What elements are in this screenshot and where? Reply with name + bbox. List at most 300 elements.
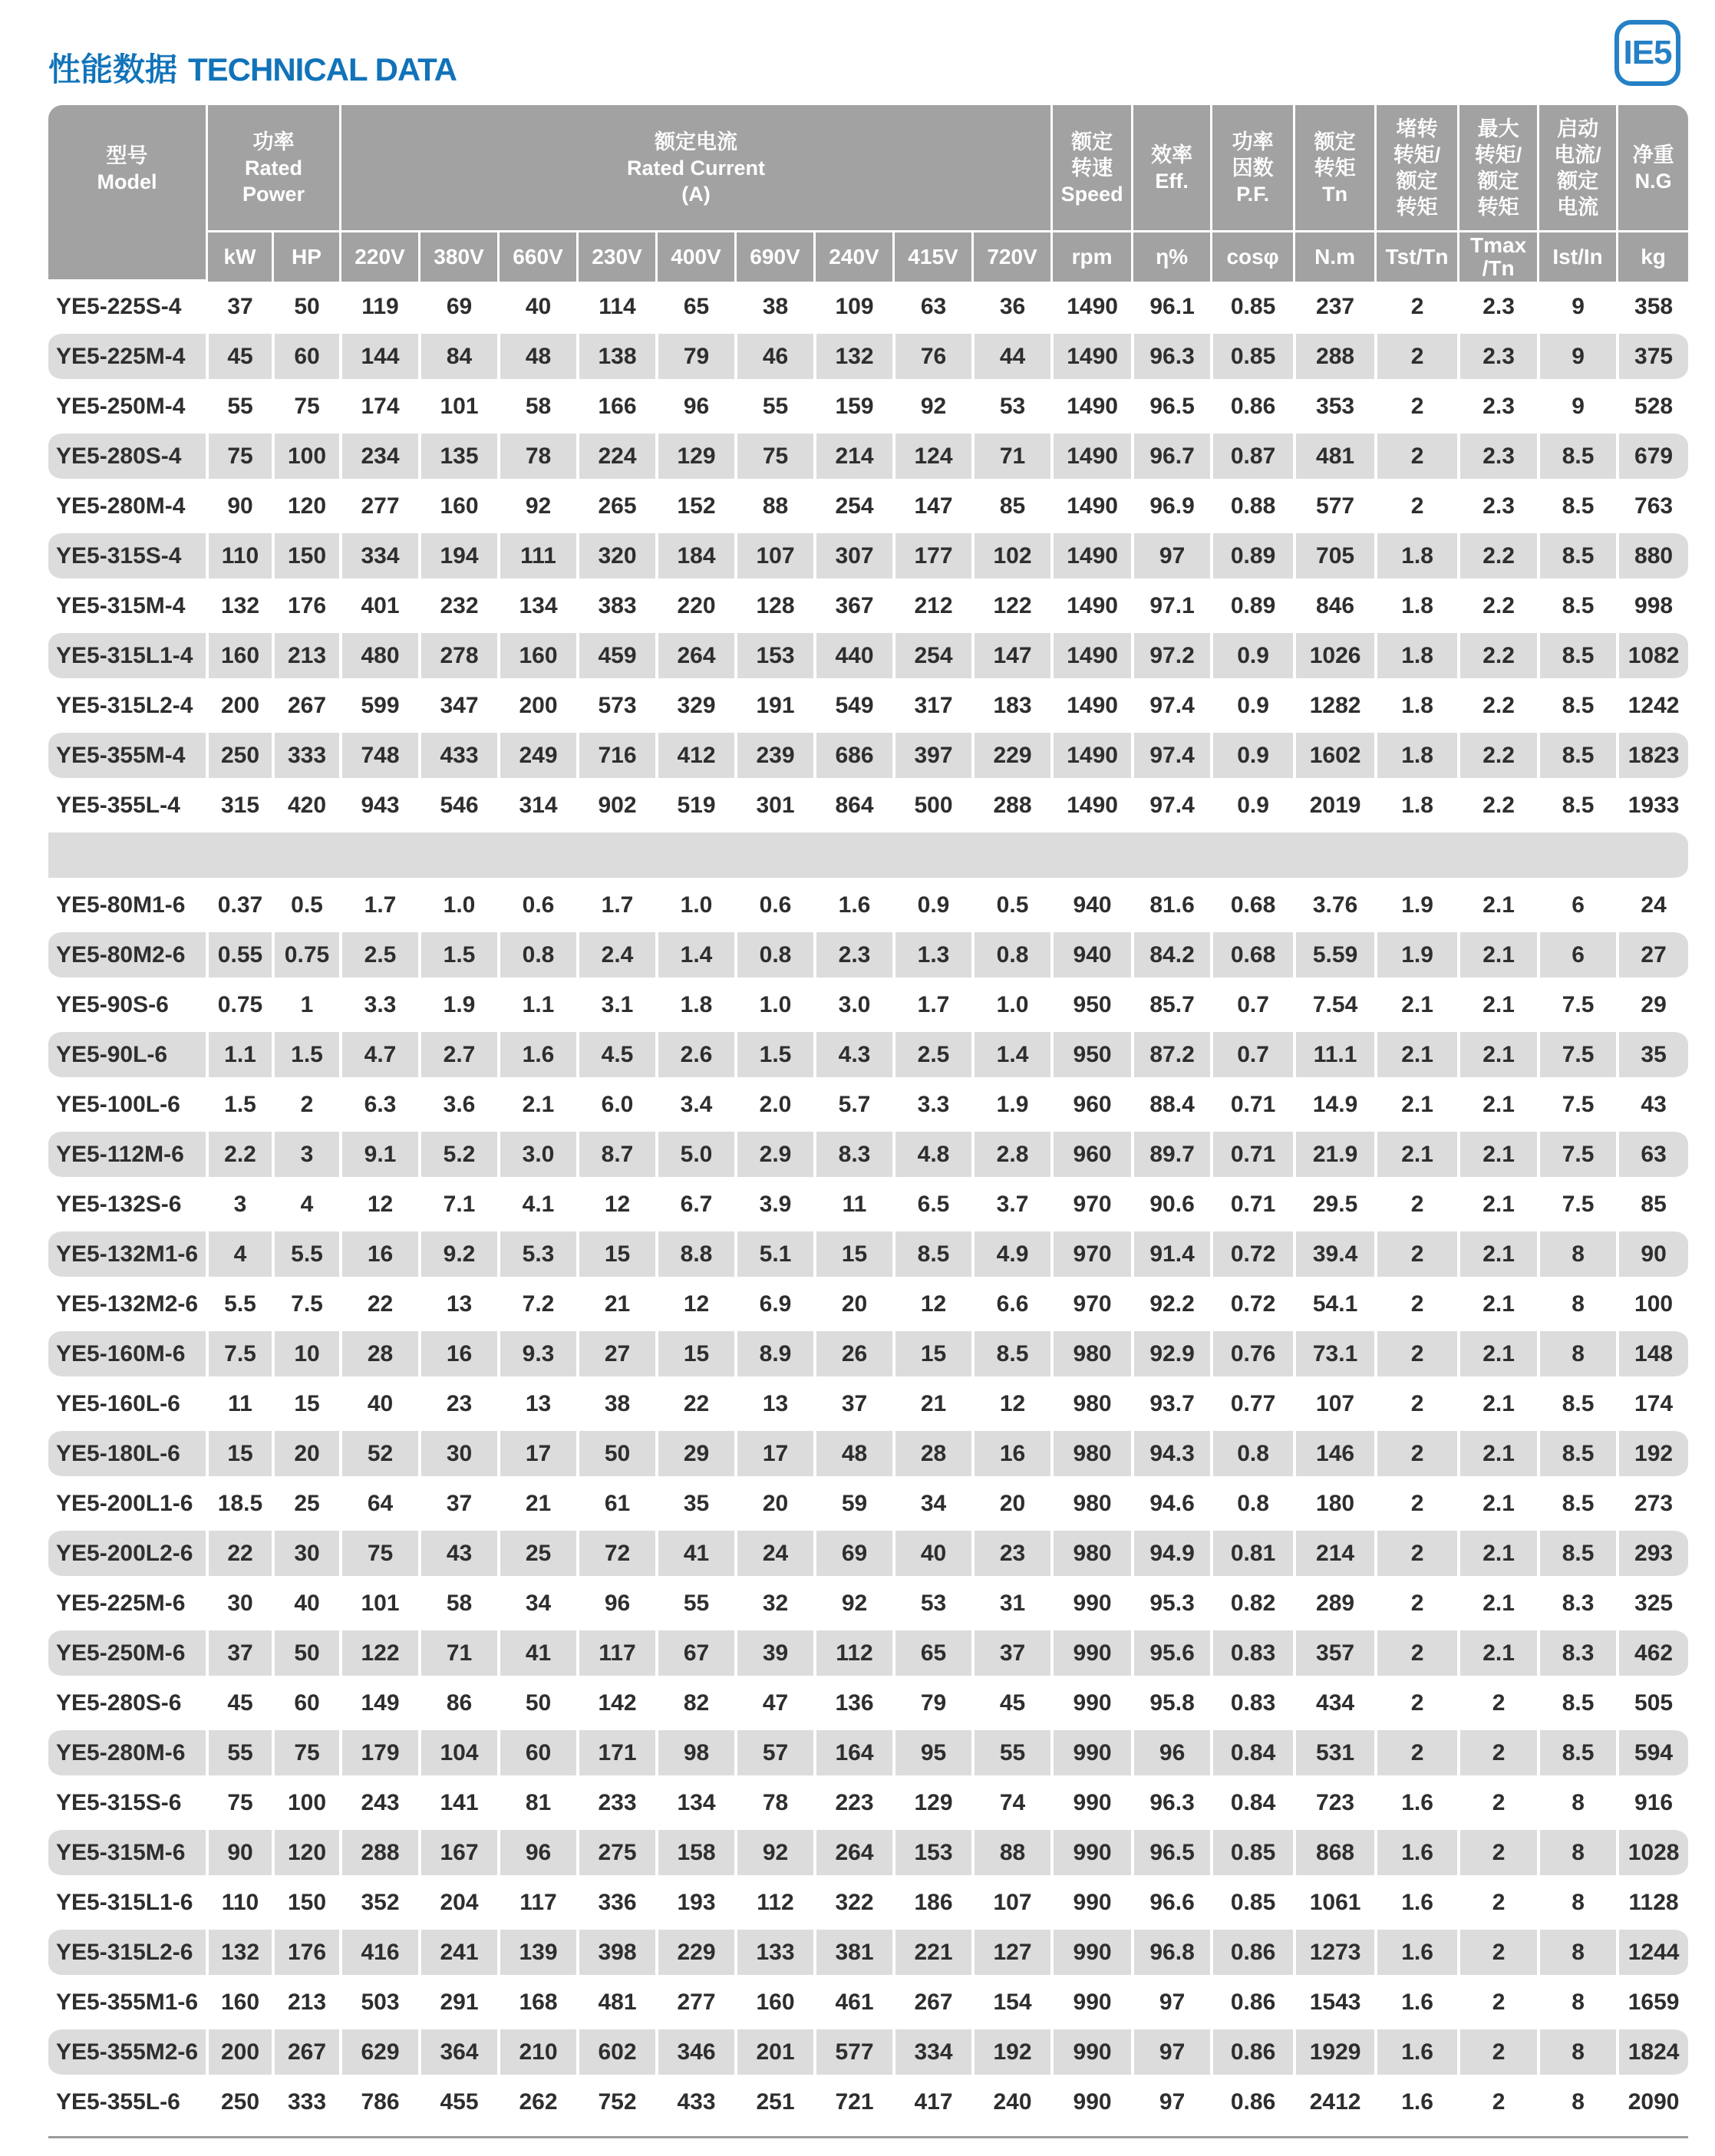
table-row	[48, 531, 1688, 581]
value-cell: 107	[971, 1877, 1050, 1927]
value-cell: 397	[892, 730, 971, 780]
value-cell: 2.2	[1457, 780, 1537, 830]
value-cell: 2.5	[339, 930, 418, 980]
value-cell: 153	[734, 631, 813, 681]
value-cell: 4.7	[339, 1030, 418, 1080]
model-cell: YE5-132S-6	[48, 1179, 206, 1229]
value-cell: 763	[1616, 481, 1688, 531]
value-cell: 82	[655, 1678, 734, 1728]
model-cell: YE5-200L1-6	[48, 1479, 206, 1528]
unit-label: cosφ	[1226, 245, 1279, 269]
subheader-Tst-Tn	[1374, 232, 1457, 282]
value-cell: 2	[1457, 1828, 1537, 1877]
value-cell: 12	[655, 1279, 734, 1329]
value-cell: 180	[1293, 1479, 1374, 1528]
unit-label: kW	[223, 245, 256, 269]
value-cell: 147	[892, 481, 971, 531]
value-cell: 133	[734, 1927, 813, 1977]
table-row	[48, 581, 1688, 631]
value-cell: 107	[734, 531, 813, 581]
value-cell: 2.1	[1374, 1030, 1457, 1080]
header-line: 转矩/	[1474, 143, 1522, 166]
value-cell: 142	[576, 1678, 655, 1728]
value-cell: 940	[1050, 930, 1131, 980]
value-cell: 45	[206, 1678, 272, 1728]
value-cell: 0.85	[1210, 331, 1293, 381]
model-cell: YE5-225M-6	[48, 1578, 206, 1628]
value-cell: 1.0	[734, 980, 813, 1030]
value-cell: 79	[892, 1678, 971, 1728]
value-cell: 0.5	[272, 880, 339, 930]
value-cell: 25	[497, 1528, 576, 1578]
value-cell: 48	[813, 1429, 892, 1479]
value-cell: 75	[272, 1728, 339, 1778]
value-cell: 85	[971, 481, 1050, 531]
model-cell: YE5-315L2-4	[48, 681, 206, 730]
value-cell: 0.9	[1210, 780, 1293, 830]
value-cell: 1	[272, 980, 339, 1030]
value-cell: 220	[655, 581, 734, 631]
value-cell: 13	[734, 1379, 813, 1429]
value-cell: 401	[339, 581, 418, 631]
value-cell: 97	[1131, 2077, 1210, 2127]
value-cell: 100	[272, 1778, 339, 1828]
value-cell: 78	[497, 431, 576, 481]
value-cell: 63	[892, 282, 971, 331]
value-cell: 5.0	[655, 1129, 734, 1179]
header-line: 转矩	[1396, 195, 1438, 219]
value-cell: 0.83	[1210, 1628, 1293, 1678]
value-cell: 990	[1050, 1977, 1131, 2027]
value-cell: 8	[1537, 1778, 1616, 1828]
value-cell: 138	[576, 331, 655, 381]
model-cell: YE5-225M-4	[48, 331, 206, 381]
value-cell: 2	[1374, 1229, 1457, 1279]
model-cell: YE5-112M-6	[48, 1129, 206, 1179]
value-cell: 1.9	[418, 980, 497, 1030]
value-cell: 980	[1050, 1329, 1131, 1379]
value-cell: 1.1	[206, 1030, 272, 1080]
value-cell: 0.9	[1210, 631, 1293, 681]
value-cell: 1.6	[1374, 1927, 1457, 1977]
header-unit-row	[48, 232, 1688, 282]
value-cell: 8.5	[971, 1329, 1050, 1379]
value-cell: 412	[655, 730, 734, 780]
value-cell: 8.5	[1537, 1429, 1616, 1479]
table-row	[48, 481, 1688, 531]
value-cell: 381	[813, 1927, 892, 1977]
header-rated-torque	[1293, 105, 1374, 232]
table-row	[48, 1678, 1688, 1728]
value-cell: 2412	[1293, 2077, 1374, 2127]
value-cell: 14.9	[1293, 1080, 1374, 1129]
value-cell: 1.8	[1374, 631, 1457, 681]
header-line: P.F.	[1236, 182, 1270, 206]
value-cell: 1490	[1050, 531, 1131, 581]
value-cell: 2	[1457, 2027, 1537, 2077]
value-cell: 39	[734, 1628, 813, 1678]
value-cell: 76	[892, 331, 971, 381]
value-cell: 101	[418, 381, 497, 431]
value-cell: 229	[655, 1927, 734, 1977]
header-power-factor	[1210, 105, 1293, 232]
value-cell: 8	[1537, 2077, 1616, 2127]
value-cell: 3	[272, 1129, 339, 1179]
value-cell: 336	[576, 1877, 655, 1927]
value-cell: 960	[1050, 1129, 1131, 1179]
value-cell: 11.1	[1293, 1030, 1374, 1080]
value-cell: 902	[576, 780, 655, 830]
value-cell: 0.9	[1210, 730, 1293, 780]
separator-cell	[48, 830, 1688, 880]
value-cell: 352	[339, 1877, 418, 1927]
value-cell: 179	[339, 1728, 418, 1778]
unit-label: kg	[1641, 245, 1666, 269]
value-cell: 7.5	[206, 1329, 272, 1379]
value-cell: 40	[892, 1528, 971, 1578]
value-cell: 69	[418, 282, 497, 331]
value-cell: 0.72	[1210, 1279, 1293, 1329]
header-group-row	[48, 105, 1688, 232]
value-cell: 2.3	[1457, 431, 1537, 481]
value-cell: 434	[1293, 1678, 1374, 1728]
header-line: 额定	[1314, 130, 1356, 153]
header-line: N.G	[1634, 169, 1672, 193]
table-row	[48, 1179, 1688, 1229]
value-cell: 1490	[1050, 581, 1131, 631]
value-cell: 277	[655, 1977, 734, 2027]
table-row	[48, 1279, 1688, 1329]
value-cell: 28	[339, 1329, 418, 1379]
value-cell: 7.5	[1537, 1179, 1616, 1229]
value-cell: 2.1	[1457, 1628, 1537, 1678]
value-cell: 0.84	[1210, 1778, 1293, 1828]
value-cell: 980	[1050, 1479, 1131, 1528]
value-cell: 7.5	[1537, 1129, 1616, 1179]
value-cell: 96.8	[1131, 1927, 1210, 1977]
value-cell: 0.77	[1210, 1379, 1293, 1429]
value-cell: 122	[971, 581, 1050, 631]
value-cell: 96	[497, 1828, 576, 1877]
value-cell: 75	[734, 431, 813, 481]
value-cell: 94.9	[1131, 1528, 1210, 1578]
value-cell: 93.7	[1131, 1379, 1210, 1429]
subheader-Ist-In	[1537, 232, 1616, 282]
table-row	[48, 1728, 1688, 1778]
value-cell: 8.5	[1537, 581, 1616, 631]
value-cell: 1.9	[971, 1080, 1050, 1129]
value-cell: 334	[892, 2027, 971, 2077]
value-cell: 9.1	[339, 1129, 418, 1179]
value-cell: 1.8	[655, 980, 734, 1030]
value-cell: 1.0	[971, 980, 1050, 1030]
value-cell: 1490	[1050, 631, 1131, 681]
value-cell: 92	[813, 1578, 892, 1628]
value-cell: 136	[813, 1678, 892, 1728]
value-cell: 54.1	[1293, 1279, 1374, 1329]
value-cell: 30	[272, 1528, 339, 1578]
value-cell: 1.8	[1374, 531, 1457, 581]
value-cell: 461	[813, 1977, 892, 2027]
subheader-cosφ	[1210, 232, 1293, 282]
value-cell: 943	[339, 780, 418, 830]
value-cell: 24	[1616, 880, 1688, 930]
value-cell: 16	[339, 1229, 418, 1279]
value-cell: 97.2	[1131, 631, 1210, 681]
value-cell: 40	[339, 1379, 418, 1429]
value-cell: 599	[339, 681, 418, 730]
value-cell: 22	[655, 1379, 734, 1429]
ie5-badge-label: IE5	[1623, 34, 1672, 71]
subheader-690V	[734, 232, 813, 282]
model-cell: YE5-160L-6	[48, 1379, 206, 1429]
value-cell: 37	[206, 282, 272, 331]
value-cell: 192	[1616, 1429, 1688, 1479]
value-cell: 149	[339, 1678, 418, 1728]
value-cell: 92	[734, 1828, 813, 1877]
value-cell: 2.3	[1457, 282, 1537, 331]
value-cell: 212	[892, 581, 971, 631]
header-line: 启动	[1557, 117, 1599, 140]
value-cell: 0.7	[1210, 1030, 1293, 1080]
value-cell: 0.6	[734, 880, 813, 930]
header-line: 电流	[1557, 195, 1599, 219]
value-cell: 96.3	[1131, 1778, 1210, 1828]
value-cell: 102	[971, 531, 1050, 581]
header-line: 转矩/	[1393, 143, 1441, 166]
value-cell: 37	[971, 1628, 1050, 1678]
value-cell: 97.4	[1131, 780, 1210, 830]
header-line: Speed	[1060, 182, 1123, 206]
value-cell: 998	[1616, 581, 1688, 631]
value-cell: 37	[813, 1379, 892, 1429]
value-cell: 990	[1050, 2027, 1131, 2077]
header-line: 额定	[1396, 169, 1438, 193]
value-cell: 64	[339, 1479, 418, 1528]
value-cell: 38	[734, 282, 813, 331]
value-cell: 8.3	[1537, 1578, 1616, 1628]
value-cell: 250	[206, 2077, 272, 2127]
value-cell: 26	[813, 1329, 892, 1379]
value-cell: 5.3	[497, 1229, 576, 1279]
value-cell: 23	[418, 1379, 497, 1429]
value-cell: 45	[971, 1678, 1050, 1728]
value-cell: 686	[813, 730, 892, 780]
value-cell: 8.5	[892, 1229, 971, 1279]
value-cell: 168	[497, 1977, 576, 2027]
value-cell: 97	[1131, 1977, 1210, 2027]
value-cell: 12	[576, 1179, 655, 1229]
value-cell: 0.9	[892, 880, 971, 930]
value-cell: 1282	[1293, 681, 1374, 730]
value-cell: 71	[971, 431, 1050, 481]
value-cell: 2.0	[734, 1080, 813, 1129]
value-cell: 6.0	[576, 1080, 655, 1129]
value-cell: 154	[971, 1977, 1050, 2027]
value-cell: 141	[418, 1778, 497, 1828]
value-cell: 87.2	[1131, 1030, 1210, 1080]
value-cell: 990	[1050, 1728, 1131, 1778]
value-cell: 21	[497, 1479, 576, 1528]
value-cell: 549	[813, 681, 892, 730]
value-cell: 20	[734, 1479, 813, 1528]
value-cell: 122	[339, 1628, 418, 1678]
value-cell: 97	[1131, 531, 1210, 581]
value-cell: 7.5	[1537, 1080, 1616, 1129]
value-cell: 2.1	[1457, 1329, 1537, 1379]
value-cell: 0.86	[1210, 2077, 1293, 2127]
value-cell: 322	[813, 1877, 892, 1927]
value-cell: 329	[655, 681, 734, 730]
value-cell: 2	[1457, 1728, 1537, 1778]
value-cell: 1490	[1050, 730, 1131, 780]
value-cell: 2.2	[1457, 681, 1537, 730]
value-cell: 144	[339, 331, 418, 381]
value-cell: 320	[576, 531, 655, 581]
model-cell: YE5-315L2-6	[48, 1927, 206, 1977]
value-cell: 101	[339, 1578, 418, 1628]
value-cell: 10	[272, 1329, 339, 1379]
value-cell: 267	[272, 2027, 339, 2077]
subheader-rpm	[1050, 232, 1131, 282]
value-cell: 96.3	[1131, 331, 1210, 381]
value-cell: 171	[576, 1728, 655, 1778]
value-cell: 0.84	[1210, 1728, 1293, 1778]
value-cell: 2.9	[734, 1129, 813, 1179]
value-cell: 2.2	[1457, 581, 1537, 631]
value-cell: 158	[655, 1828, 734, 1877]
value-cell: 43	[418, 1528, 497, 1578]
value-cell: 2	[1374, 1429, 1457, 1479]
value-cell: 75	[339, 1528, 418, 1578]
value-cell: 139	[497, 1927, 576, 1977]
value-cell: 880	[1616, 531, 1688, 581]
value-cell: 174	[339, 381, 418, 431]
model-cell: YE5-100L-6	[48, 1080, 206, 1129]
table-row	[48, 1030, 1688, 1080]
value-cell: 8	[1537, 1229, 1616, 1279]
table-row	[48, 930, 1688, 980]
subheader-720V	[971, 232, 1050, 282]
value-cell: 3.0	[813, 980, 892, 1030]
model-cell: YE5-132M1-6	[48, 1229, 206, 1279]
model-cell: YE5-355L-4	[48, 780, 206, 830]
value-cell: 120	[272, 481, 339, 531]
table-row	[48, 1429, 1688, 1479]
value-cell: 55	[206, 381, 272, 431]
value-cell: 1.5	[734, 1030, 813, 1080]
value-cell: 267	[892, 1977, 971, 2027]
value-cell: 990	[1050, 1778, 1131, 1828]
value-cell: 2.1	[1457, 1429, 1537, 1479]
value-cell: 347	[418, 681, 497, 730]
value-cell: 129	[892, 1778, 971, 1828]
header-efficiency	[1131, 105, 1210, 232]
header-line: 型号	[106, 144, 148, 167]
header-line: 最大	[1477, 117, 1519, 140]
value-cell: 9.2	[418, 1229, 497, 1279]
value-cell: 2	[1374, 1528, 1457, 1578]
value-cell: 291	[418, 1977, 497, 2027]
value-cell: 0.5	[971, 880, 1050, 930]
value-cell: 2.3	[1457, 331, 1537, 381]
unit-label: 380V	[434, 245, 484, 269]
value-cell: 333	[272, 730, 339, 780]
value-cell: 40	[497, 282, 576, 331]
value-cell: 114	[576, 282, 655, 331]
value-cell: 0.7	[1210, 980, 1293, 1030]
value-cell: 176	[272, 1927, 339, 1977]
value-cell: 2.1	[1374, 1129, 1457, 1179]
value-cell: 21	[892, 1379, 971, 1429]
value-cell: 134	[655, 1778, 734, 1828]
value-cell: 980	[1050, 1429, 1131, 1479]
value-cell: 9	[1537, 282, 1616, 331]
model-cell: YE5-250M-4	[48, 381, 206, 431]
value-cell: 60	[497, 1728, 576, 1778]
value-cell: 1.9	[1374, 930, 1457, 980]
value-cell: 234	[339, 431, 418, 481]
value-cell: 2	[1374, 331, 1457, 381]
value-cell: 6.3	[339, 1080, 418, 1129]
model-cell: YE5-80M1-6	[48, 880, 206, 930]
value-cell: 15	[655, 1329, 734, 1379]
value-cell: 1.5	[272, 1030, 339, 1080]
value-cell: 23	[971, 1528, 1050, 1578]
subheader-N.m	[1293, 232, 1374, 282]
value-cell: 546	[418, 780, 497, 830]
value-cell: 1.8	[1374, 581, 1457, 631]
header-line: Rated	[244, 156, 302, 180]
value-cell: 243	[339, 1778, 418, 1828]
value-cell: 88.4	[1131, 1080, 1210, 1129]
value-cell: 97	[1131, 2027, 1210, 2077]
value-cell: 0.85	[1210, 1828, 1293, 1877]
value-cell: 95.8	[1131, 1678, 1210, 1728]
value-cell: 3.6	[418, 1080, 497, 1129]
value-cell: 420	[272, 780, 339, 830]
value-cell: 358	[1616, 282, 1688, 331]
value-cell: 132	[813, 331, 892, 381]
value-cell: 61	[576, 1479, 655, 1528]
value-cell: 37	[418, 1479, 497, 1528]
unit-label: η%	[1156, 245, 1189, 269]
value-cell: 135	[418, 431, 497, 481]
unit-label: Tst/Tn	[1385, 245, 1449, 269]
value-cell: 1028	[1616, 1828, 1688, 1877]
subheader-240V	[813, 232, 892, 282]
value-cell: 6	[1537, 930, 1616, 980]
value-cell: 1659	[1616, 1977, 1688, 2027]
value-cell: 1490	[1050, 681, 1131, 730]
value-cell: 1.6	[1374, 1977, 1457, 2027]
value-cell: 0.8	[1210, 1429, 1293, 1479]
model-cell: YE5-315L1-6	[48, 1877, 206, 1927]
value-cell: 96	[576, 1578, 655, 1628]
value-cell: 5.7	[813, 1080, 892, 1129]
value-cell: 134	[497, 581, 576, 631]
model-cell: YE5-132M2-6	[48, 1279, 206, 1329]
value-cell: 97.4	[1131, 730, 1210, 780]
value-cell: 129	[655, 431, 734, 481]
value-cell: 0.85	[1210, 1877, 1293, 1927]
value-cell: 13	[418, 1279, 497, 1329]
value-cell: 53	[892, 1578, 971, 1628]
value-cell: 0.68	[1210, 930, 1293, 980]
value-cell: 273	[1616, 1479, 1688, 1528]
value-cell: 34	[497, 1578, 576, 1628]
value-cell: 868	[1293, 1828, 1374, 1877]
